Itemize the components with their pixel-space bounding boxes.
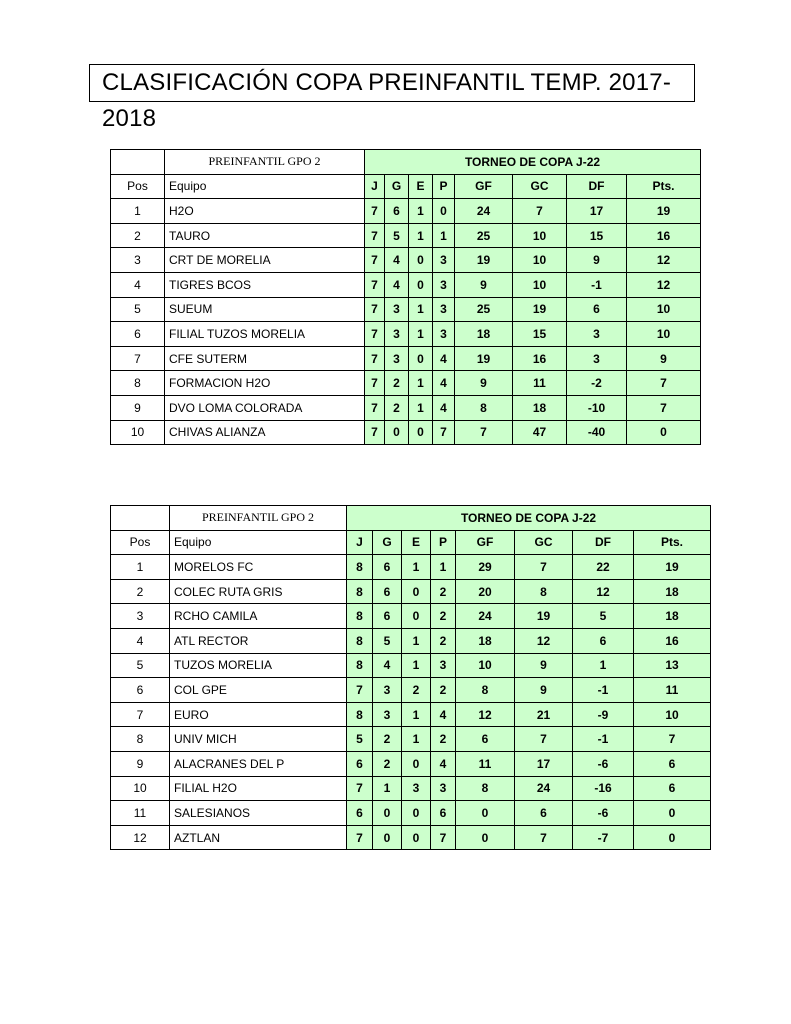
stat-cell: 6 — [634, 776, 711, 801]
stat-cell: 8 — [456, 678, 515, 703]
stat-cell: 0 — [373, 825, 402, 850]
stat-cell: 7 — [627, 371, 701, 396]
standings-table-1 — [110, 149, 701, 445]
stat-cell: 1 — [433, 223, 455, 248]
stat-cell: 0 — [409, 248, 433, 273]
stat-cell: 2 — [373, 751, 402, 776]
stat-cell: 19 — [634, 555, 711, 580]
table-row — [111, 801, 711, 826]
stat-cell: 6 — [515, 801, 573, 826]
team-cell: TIGRES BCOS — [165, 272, 365, 297]
stat-cell: 7 — [627, 395, 701, 420]
stat-cell: 11 — [513, 371, 567, 396]
stat-cell: 6 — [456, 727, 515, 752]
stat-cell: 11 — [456, 751, 515, 776]
team-cell: TUZOS MORELIA — [170, 653, 347, 678]
stat-cell: 3 — [373, 678, 402, 703]
stat-cell: 7 — [365, 371, 385, 396]
stat-cell: 4 — [433, 395, 455, 420]
table-row — [111, 248, 701, 273]
stat-cell: 0 — [409, 420, 433, 445]
stat-cell: 3 — [402, 776, 431, 801]
stat-cell: 2 — [431, 604, 456, 629]
stat-cell: 3 — [385, 322, 409, 347]
position-cell: 8 — [111, 371, 165, 396]
team-cell: COLEC RUTA GRIS — [170, 579, 347, 604]
stat-cell: 5 — [573, 604, 634, 629]
stat-cell: -2 — [567, 371, 627, 396]
position-cell: 1 — [111, 199, 165, 224]
stat-cell: 10 — [634, 702, 711, 727]
stat-cell: 7 — [365, 199, 385, 224]
stat-cell: 4 — [433, 371, 455, 396]
group-label: PREINFANTIL GPO 2 — [170, 506, 347, 531]
team-cell: CFE SUTERM — [165, 346, 365, 371]
stat-cell: 0 — [634, 801, 711, 826]
stat-cell: 1 — [573, 653, 634, 678]
stat-cell: 16 — [634, 628, 711, 653]
stat-cell: 11 — [634, 678, 711, 703]
position-cell: 9 — [111, 395, 165, 420]
stat-cell: 18 — [634, 604, 711, 629]
stat-cell: 8 — [347, 653, 373, 678]
table-row — [111, 776, 711, 801]
stat-cell: 0 — [433, 199, 455, 224]
column-header: GF — [455, 174, 513, 199]
stat-cell: 7 — [433, 420, 455, 445]
stat-cell: 2 — [431, 579, 456, 604]
page-title: CLASIFICACIÓN COPA PREINFANTIL TEMP. 2017-2018 — [89, 64, 695, 102]
stat-cell: 3 — [373, 702, 402, 727]
stat-cell: 10 — [513, 248, 567, 273]
stat-cell: 15 — [513, 322, 567, 347]
stat-cell: 2 — [431, 678, 456, 703]
stat-cell: 7 — [347, 825, 373, 850]
position-cell: 5 — [111, 297, 165, 322]
column-header: Equipo — [165, 174, 365, 199]
stat-cell: 4 — [431, 702, 456, 727]
stat-cell: 10 — [513, 272, 567, 297]
stat-cell: 2 — [402, 678, 431, 703]
stat-cell: 0 — [402, 604, 431, 629]
stat-cell: 1 — [409, 297, 433, 322]
stat-cell: 0 — [402, 825, 431, 850]
stat-cell: 7 — [634, 727, 711, 752]
stat-cell: 7 — [515, 727, 573, 752]
column-header: P — [433, 174, 455, 199]
stat-cell: 1 — [409, 395, 433, 420]
stat-cell: 3 — [567, 346, 627, 371]
table-row — [111, 297, 701, 322]
stat-cell: 1 — [402, 653, 431, 678]
stat-cell: 9 — [455, 272, 513, 297]
position-cell: 1 — [111, 555, 170, 580]
stat-cell: 6 — [431, 801, 456, 826]
stat-cell: 24 — [455, 199, 513, 224]
team-cell: FILIAL TUZOS MORELIA — [165, 322, 365, 347]
position-cell: 10 — [111, 776, 170, 801]
stat-cell: 1 — [409, 223, 433, 248]
tournament-label: TORNEO DE COPA J-22 — [347, 506, 711, 531]
stat-cell: 0 — [402, 751, 431, 776]
stat-cell: 17 — [515, 751, 573, 776]
position-cell: 7 — [111, 346, 165, 371]
position-cell: 11 — [111, 801, 170, 826]
position-cell: 7 — [111, 702, 170, 727]
stat-cell: 6 — [634, 751, 711, 776]
blank-cell — [111, 150, 165, 175]
stat-cell: 12 — [627, 272, 701, 297]
stat-cell: 5 — [385, 223, 409, 248]
stat-cell: 8 — [347, 702, 373, 727]
stat-cell: 24 — [515, 776, 573, 801]
stat-cell: 8 — [347, 604, 373, 629]
stat-cell: 1 — [409, 199, 433, 224]
column-header: DF — [567, 174, 627, 199]
stat-cell: 12 — [573, 579, 634, 604]
stat-cell: 0 — [373, 801, 402, 826]
team-cell: H2O — [165, 199, 365, 224]
stat-cell: 7 — [365, 322, 385, 347]
stat-cell: 0 — [627, 420, 701, 445]
stat-cell: 19 — [515, 604, 573, 629]
column-header: E — [402, 530, 431, 555]
table-row — [111, 702, 711, 727]
team-cell: SUEUM — [165, 297, 365, 322]
column-header: GC — [513, 174, 567, 199]
table-row — [111, 555, 711, 580]
stat-cell: 4 — [385, 248, 409, 273]
column-header: P — [431, 530, 456, 555]
stat-cell: 10 — [513, 223, 567, 248]
stat-cell: 3 — [433, 322, 455, 347]
column-header: G — [385, 174, 409, 199]
position-cell: 9 — [111, 751, 170, 776]
team-cell: FILIAL H2O — [170, 776, 347, 801]
stat-cell: 18 — [456, 628, 515, 653]
position-cell: 2 — [111, 223, 165, 248]
stat-cell: 3 — [433, 248, 455, 273]
stat-cell: 7 — [365, 346, 385, 371]
stat-cell: 25 — [455, 297, 513, 322]
stat-cell: 3 — [431, 653, 456, 678]
column-header: J — [365, 174, 385, 199]
stat-cell: 6 — [573, 628, 634, 653]
stat-cell: 7 — [513, 199, 567, 224]
stat-cell: 0 — [634, 825, 711, 850]
stat-cell: 9 — [515, 678, 573, 703]
stat-cell: 1 — [431, 555, 456, 580]
position-cell: 4 — [111, 628, 170, 653]
stat-cell: 12 — [515, 628, 573, 653]
stat-cell: 2 — [431, 727, 456, 752]
stat-cell: 47 — [513, 420, 567, 445]
stat-cell: 8 — [347, 628, 373, 653]
table-2-body — [111, 506, 711, 850]
stat-cell: 15 — [567, 223, 627, 248]
stat-cell: -10 — [567, 395, 627, 420]
stat-cell: 6 — [347, 801, 373, 826]
stat-cell: 4 — [385, 272, 409, 297]
stat-cell: 4 — [433, 346, 455, 371]
position-cell: 6 — [111, 322, 165, 347]
stat-cell: -1 — [573, 678, 634, 703]
stat-cell: 4 — [373, 653, 402, 678]
stat-cell: 10 — [627, 297, 701, 322]
stat-cell: -1 — [573, 727, 634, 752]
stat-cell: 6 — [567, 297, 627, 322]
table-row — [111, 751, 711, 776]
stat-cell: 7 — [515, 555, 573, 580]
table-row — [111, 678, 711, 703]
stat-cell: 16 — [513, 346, 567, 371]
table-1-body — [111, 150, 701, 445]
table-row — [111, 825, 711, 850]
column-header: Pos — [111, 530, 170, 555]
position-cell: 3 — [111, 604, 170, 629]
stat-cell: 18 — [513, 395, 567, 420]
stat-cell: 0 — [385, 420, 409, 445]
stat-cell: 10 — [627, 322, 701, 347]
table-row — [111, 346, 701, 371]
stat-cell: 12 — [627, 248, 701, 273]
team-cell: UNIV MICH — [170, 727, 347, 752]
stat-cell: 7 — [365, 223, 385, 248]
stat-cell: 2 — [431, 628, 456, 653]
stat-cell: 22 — [573, 555, 634, 580]
column-header: Pts. — [627, 174, 701, 199]
stat-cell: 2 — [373, 727, 402, 752]
stat-cell: 8 — [456, 776, 515, 801]
stat-cell: 0 — [409, 272, 433, 297]
stat-cell: 3 — [433, 272, 455, 297]
stat-cell: -6 — [573, 801, 634, 826]
stat-cell: 3 — [567, 322, 627, 347]
table-row — [111, 395, 701, 420]
stat-cell: -9 — [573, 702, 634, 727]
group-header-row — [111, 150, 701, 175]
stat-cell: 3 — [385, 297, 409, 322]
column-header: Pos — [111, 174, 165, 199]
group-label: PREINFANTIL GPO 2 — [165, 150, 365, 175]
table-row — [111, 579, 711, 604]
column-header: G — [373, 530, 402, 555]
stat-cell: 0 — [409, 346, 433, 371]
stat-cell: 6 — [373, 555, 402, 580]
stat-cell: 7 — [455, 420, 513, 445]
column-header: GF — [456, 530, 515, 555]
stat-cell: 9 — [627, 346, 701, 371]
stat-cell: 6 — [373, 579, 402, 604]
column-header: Pts. — [634, 530, 711, 555]
position-cell: 8 — [111, 727, 170, 752]
column-header-row — [111, 174, 701, 199]
stat-cell: 3 — [433, 297, 455, 322]
stat-cell: 2 — [385, 371, 409, 396]
stat-cell: 6 — [373, 604, 402, 629]
stat-cell: 3 — [385, 346, 409, 371]
table-row — [111, 420, 701, 445]
stat-cell: 7 — [365, 420, 385, 445]
stat-cell: 7 — [365, 248, 385, 273]
stat-cell: 7 — [365, 272, 385, 297]
table-row — [111, 371, 701, 396]
stat-cell: 10 — [456, 653, 515, 678]
column-header: E — [409, 174, 433, 199]
stat-cell: 20 — [456, 579, 515, 604]
stat-cell: 29 — [456, 555, 515, 580]
stat-cell: 8 — [347, 579, 373, 604]
stat-cell: 0 — [402, 579, 431, 604]
team-cell: TAURO — [165, 223, 365, 248]
stat-cell: 0 — [456, 825, 515, 850]
position-cell: 2 — [111, 579, 170, 604]
stat-cell: -16 — [573, 776, 634, 801]
stat-cell: 0 — [456, 801, 515, 826]
team-cell: CRT DE MORELIA — [165, 248, 365, 273]
table-row — [111, 199, 701, 224]
table-row — [111, 272, 701, 297]
stat-cell: 1 — [373, 776, 402, 801]
team-cell: SALESIANOS — [170, 801, 347, 826]
stat-cell: 21 — [515, 702, 573, 727]
stat-cell: 4 — [431, 751, 456, 776]
stat-cell: -6 — [573, 751, 634, 776]
team-cell: FORMACION H2O — [165, 371, 365, 396]
stat-cell: 2 — [385, 395, 409, 420]
stat-cell: 5 — [373, 628, 402, 653]
stat-cell: 1 — [409, 371, 433, 396]
stat-cell: 7 — [347, 776, 373, 801]
team-cell: AZTLAN — [170, 825, 347, 850]
column-header: DF — [573, 530, 634, 555]
position-cell: 5 — [111, 653, 170, 678]
stat-cell: 13 — [634, 653, 711, 678]
table-row — [111, 223, 701, 248]
stat-cell: 17 — [567, 199, 627, 224]
stat-cell: 19 — [627, 199, 701, 224]
stat-cell: 7 — [365, 297, 385, 322]
stat-cell: 8 — [455, 395, 513, 420]
position-cell: 6 — [111, 678, 170, 703]
stat-cell: 8 — [515, 579, 573, 604]
table-row — [111, 727, 711, 752]
stat-cell: 9 — [567, 248, 627, 273]
stat-cell: 18 — [455, 322, 513, 347]
team-cell: RCHO CAMILA — [170, 604, 347, 629]
blank-cell — [111, 506, 170, 531]
stat-cell: -40 — [567, 420, 627, 445]
stat-cell: 6 — [385, 199, 409, 224]
stat-cell: 9 — [515, 653, 573, 678]
stat-cell: 7 — [431, 825, 456, 850]
stat-cell: -1 — [567, 272, 627, 297]
stat-cell: 1 — [402, 555, 431, 580]
stat-cell: 7 — [515, 825, 573, 850]
team-cell: DVO LOMA COLORADA — [165, 395, 365, 420]
table-row — [111, 322, 701, 347]
position-cell: 3 — [111, 248, 165, 273]
standings-table-2 — [110, 505, 711, 850]
stat-cell: 25 — [455, 223, 513, 248]
stat-cell: 12 — [456, 702, 515, 727]
stat-cell: 3 — [431, 776, 456, 801]
stat-cell: 19 — [455, 248, 513, 273]
stat-cell: 5 — [347, 727, 373, 752]
team-cell: CHIVAS ALIANZA — [165, 420, 365, 445]
team-cell: COL GPE — [170, 678, 347, 703]
position-cell: 4 — [111, 272, 165, 297]
stat-cell: 16 — [627, 223, 701, 248]
stat-cell: 6 — [347, 751, 373, 776]
team-cell: ALACRANES DEL P — [170, 751, 347, 776]
stat-cell: 24 — [456, 604, 515, 629]
team-cell: ATL RECTOR — [170, 628, 347, 653]
stat-cell: 19 — [455, 346, 513, 371]
stat-cell: 1 — [402, 628, 431, 653]
column-header-row — [111, 530, 711, 555]
group-header-row — [111, 506, 711, 531]
stat-cell: 18 — [634, 579, 711, 604]
stat-cell: 1 — [402, 702, 431, 727]
column-header: J — [347, 530, 373, 555]
table-row — [111, 604, 711, 629]
tournament-label: TORNEO DE COPA J-22 — [365, 150, 701, 175]
stat-cell: 9 — [455, 371, 513, 396]
column-header: Equipo — [170, 530, 347, 555]
stat-cell: -7 — [573, 825, 634, 850]
column-header: GC — [515, 530, 573, 555]
team-cell: EURO — [170, 702, 347, 727]
stat-cell: 7 — [347, 678, 373, 703]
stat-cell: 8 — [347, 555, 373, 580]
stat-cell: 0 — [402, 801, 431, 826]
table-row — [111, 653, 711, 678]
position-cell: 12 — [111, 825, 170, 850]
position-cell: 10 — [111, 420, 165, 445]
stat-cell: 1 — [402, 727, 431, 752]
stat-cell: 1 — [409, 322, 433, 347]
table-row — [111, 628, 711, 653]
team-cell: MORELOS FC — [170, 555, 347, 580]
stat-cell: 7 — [365, 395, 385, 420]
stat-cell: 19 — [513, 297, 567, 322]
